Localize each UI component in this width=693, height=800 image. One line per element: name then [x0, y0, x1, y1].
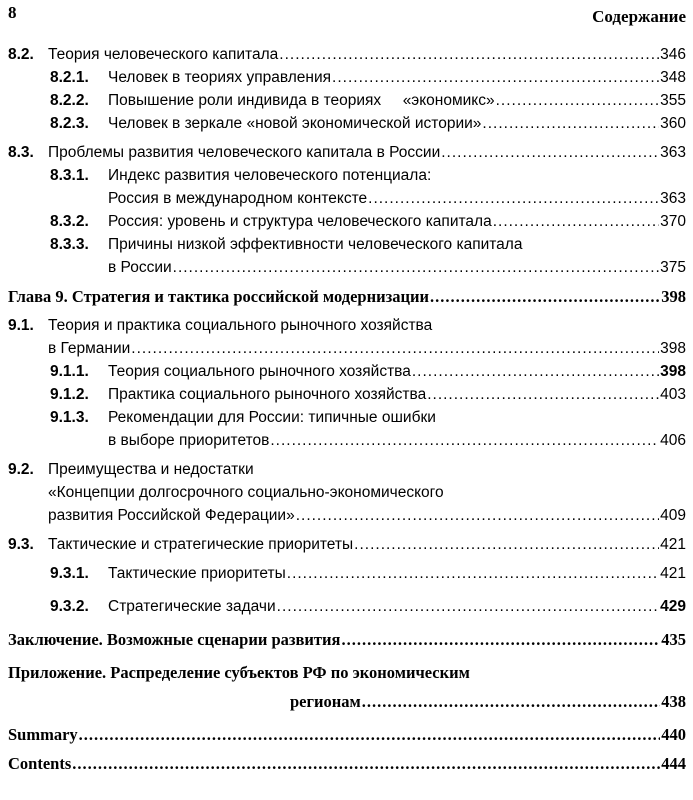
- running-title: Содержание: [592, 7, 686, 26]
- entry-title: Заключение. Возможные сценарии развития: [8, 630, 341, 649]
- entry-title: Теория и практика социального рыночного хозяйства: [48, 317, 433, 334]
- toc-entry[interactable]: [8, 66, 686, 89]
- entry-page: 444: [661, 754, 686, 773]
- toc-entry-continuation[interactable]: [8, 429, 686, 452]
- entry-number: 8.3.: [8, 144, 34, 161]
- entry-page: 398: [661, 287, 686, 306]
- entry-page: 363: [660, 144, 686, 161]
- toc-entry[interactable]: [8, 233, 686, 256]
- entry-number: 8.2.2.: [50, 92, 89, 109]
- entry-number: 8.2.1.: [50, 69, 89, 86]
- entry-number: 8.3.3.: [50, 236, 89, 253]
- dot-leader: [277, 595, 659, 618]
- entry-title: Преимущества и недостатки: [48, 461, 254, 478]
- toc-entry-continuation[interactable]: [8, 256, 686, 279]
- dot-leader: [79, 723, 661, 746]
- dot-leader: [287, 562, 659, 585]
- dot-leader: [296, 504, 659, 527]
- entry-title: Причины низкой эффективности человеческого капитала: [108, 236, 523, 253]
- entry-number: 9.1.1.: [50, 363, 89, 380]
- entry-page: 363: [660, 190, 686, 207]
- entry-title: Индекс развития человеческого потенциала:: [108, 167, 432, 184]
- entry-title: Тактические и стратегические приоритеты: [48, 536, 354, 553]
- entry-page: 360: [660, 115, 686, 132]
- entry-page: 435: [661, 630, 686, 649]
- entry-title: Человек в теориях управления: [108, 69, 332, 86]
- entry-title: Приложение. Распределение субъектов РФ по экономическим: [8, 663, 470, 682]
- entry-page: 403: [660, 386, 686, 403]
- entry-page: 348: [660, 69, 686, 86]
- dot-leader: [173, 256, 659, 279]
- toc-chapter-entry[interactable]: [8, 661, 686, 684]
- entry-page: 409: [660, 507, 686, 524]
- toc-entry[interactable]: [8, 360, 686, 383]
- dot-leader: [332, 66, 659, 89]
- entry-page: 370: [660, 213, 686, 230]
- dot-leader: [427, 383, 659, 406]
- entry-title: Россия: уровень и структура человеческого капитала: [108, 213, 492, 230]
- entry-title: Contents: [8, 754, 72, 773]
- entry-title: Теория социального рыночного хозяйства: [108, 363, 411, 380]
- dot-leader: [72, 752, 660, 775]
- dot-leader: [430, 285, 660, 308]
- entry-title: Россия в международном контексте: [108, 190, 368, 207]
- entry-page: 429: [660, 598, 686, 615]
- toc-entry[interactable]: [8, 314, 686, 337]
- entry-page: 346: [660, 46, 686, 63]
- toc-entry-continuation[interactable]: [8, 504, 686, 527]
- entry-number: 9.1.2.: [50, 386, 89, 403]
- entry-number: 8.2.: [8, 46, 34, 63]
- entry-title: «Концепции долгосрочного социально-экономического: [48, 484, 444, 501]
- toc-entry[interactable]: [8, 383, 686, 406]
- entry-number: 9.2.: [8, 461, 34, 478]
- entry-title: в Германии: [48, 340, 131, 357]
- dot-leader: [441, 141, 659, 164]
- entry-page: 406: [660, 432, 686, 449]
- dot-leader: [493, 210, 659, 233]
- toc-entry[interactable]: [8, 112, 686, 135]
- toc-entry-continuation[interactable]: [8, 337, 686, 360]
- entry-number: 9.3.: [8, 536, 34, 553]
- dot-leader: [412, 360, 659, 383]
- toc-chapter-entry[interactable]: [8, 723, 686, 746]
- entry-page: 375: [660, 259, 686, 276]
- entry-page: 421: [660, 536, 686, 553]
- toc-entry[interactable]: [8, 595, 686, 618]
- entry-title: Проблемы развития человеческого капитала в России: [48, 144, 441, 161]
- toc-entry[interactable]: [8, 141, 686, 164]
- toc-entry-continuation[interactable]: [8, 481, 686, 504]
- entry-title: Summary: [8, 725, 78, 744]
- toc-entry[interactable]: [8, 164, 686, 187]
- dot-leader: [482, 112, 659, 135]
- entry-page: 398: [660, 340, 686, 357]
- entry-title: Человек в зеркале «новой экономической истории»: [108, 115, 482, 132]
- toc-chapter-entry[interactable]: [8, 628, 686, 651]
- entry-title: Тактические приоритеты: [108, 565, 286, 582]
- toc-entry[interactable]: [8, 458, 686, 481]
- dot-leader: [279, 43, 659, 66]
- entry-title: Повышение роли индивида в теориях «экономикс»: [108, 92, 495, 109]
- entry-number: 9.1.: [8, 317, 34, 334]
- entry-number: 8.2.3.: [50, 115, 89, 132]
- dot-leader: [341, 628, 660, 651]
- entry-title: в выборе приоритетов: [108, 432, 270, 449]
- entry-number: 8.3.1.: [50, 167, 89, 184]
- entry-page: 438: [661, 692, 686, 711]
- entry-number: 9.1.3.: [50, 409, 89, 426]
- dot-leader: [354, 533, 659, 556]
- entry-number: 8.3.2.: [50, 213, 89, 230]
- entry-page: 440: [661, 725, 686, 744]
- entry-title: развития Российской Федерации»: [48, 507, 295, 524]
- toc-chapter-entry[interactable]: [8, 752, 686, 775]
- dot-leader: [270, 429, 659, 452]
- toc-entry[interactable]: [8, 533, 686, 556]
- entry-number: 9.3.2.: [50, 598, 89, 615]
- toc-entry-continuation[interactable]: [8, 690, 686, 713]
- page-number: 8: [8, 3, 17, 22]
- dot-leader: [368, 187, 659, 210]
- toc-entry-continuation[interactable]: [8, 187, 686, 210]
- toc-chapter-entry[interactable]: [8, 285, 686, 308]
- entry-title: Глава 9. Стратегия и тактика российской модернизации: [8, 287, 429, 306]
- entry-page: 421: [660, 565, 686, 582]
- entry-title: Практика социального рыночного хозяйства: [108, 386, 427, 403]
- dot-leader: [131, 337, 659, 360]
- dot-leader: [362, 690, 661, 713]
- entry-title: Рекомендации для России: типичные ошибки: [108, 409, 436, 426]
- entry-title: регионам: [290, 692, 361, 711]
- entry-title: Теория человеческого капитала: [48, 46, 279, 63]
- toc-entry[interactable]: [8, 89, 686, 112]
- entry-title: в России: [108, 259, 172, 276]
- dot-leader: [496, 89, 660, 112]
- toc-entry[interactable]: [8, 562, 686, 585]
- entry-title: Стратегические задачи: [108, 598, 276, 615]
- toc-entry[interactable]: [8, 406, 686, 429]
- toc-entry[interactable]: [8, 210, 686, 233]
- page-header: [8, 3, 686, 43]
- entry-number: 9.3.1.: [50, 565, 89, 582]
- toc-entry[interactable]: [8, 43, 686, 66]
- entry-page: 355: [660, 92, 686, 109]
- entry-page: 398: [660, 363, 686, 380]
